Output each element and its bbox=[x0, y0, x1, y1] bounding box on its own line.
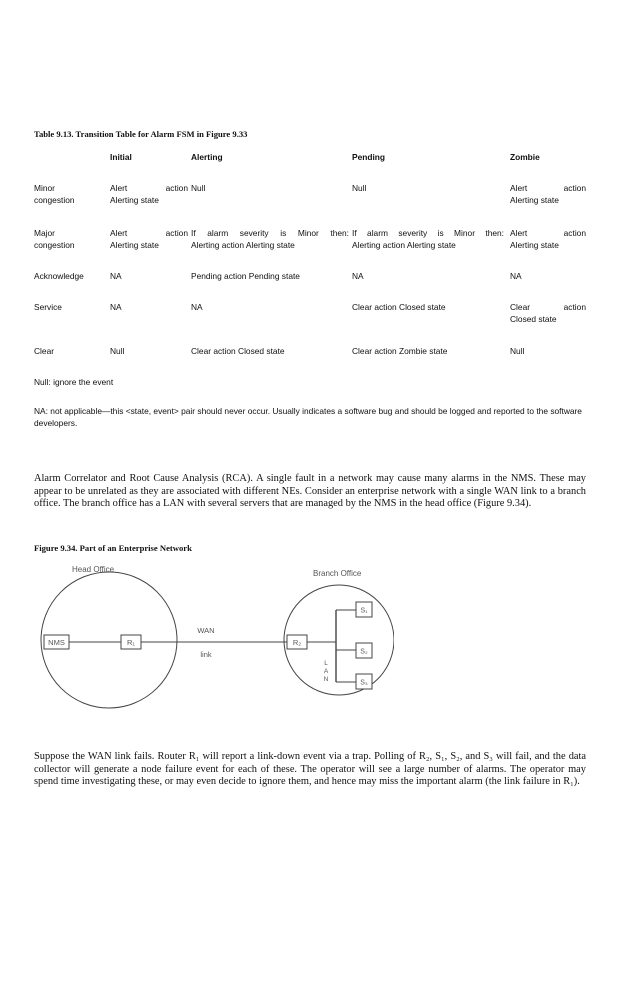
table-cell: Alert action Alerting state bbox=[510, 183, 586, 205]
table-cell: Clear action Zombie state bbox=[352, 346, 448, 356]
table-caption: Table 9.13. Transition Table for Alarm FSM in Figure 9.33 bbox=[34, 129, 248, 139]
paragraph-rca: Alarm Correlator and Root Cause Analysis (RCA). A single fault in a network may cause many alarms in the NMS. These may appear to be unrelated as they are associated with different NEs. Consider an enterprise network with a single WAN link to a branch office. The branch office has a LAN with several servers that are managed by the NMS in the head office (Figure 9.34). bbox=[34, 473, 586, 510]
column-header-initial: Initial bbox=[110, 152, 132, 162]
network-diagram bbox=[34, 560, 394, 710]
table-cell: Pending action Pending state bbox=[191, 271, 300, 281]
server-s2-label: S₂ bbox=[360, 648, 368, 656]
table-cell: Null bbox=[510, 346, 525, 356]
table-cell: NA bbox=[510, 271, 522, 281]
column-header-zombie: Zombie bbox=[510, 152, 540, 162]
table-row-label: Clear bbox=[34, 346, 55, 356]
router-r2-label: R₂ bbox=[292, 638, 302, 647]
wan-label: WAN bbox=[197, 626, 215, 635]
server-s1-label: S₁ bbox=[360, 607, 368, 615]
figure-caption: Figure 9.34. Part of an Enterprise Network bbox=[34, 543, 192, 553]
table-cell: Null bbox=[110, 346, 125, 356]
head-office-label: Head Office bbox=[72, 565, 115, 574]
nms-label: NMS bbox=[48, 638, 65, 647]
router-r1-label: R₁ bbox=[127, 638, 135, 647]
table-cell: Null bbox=[191, 183, 206, 193]
table-cell: NA bbox=[110, 271, 122, 281]
table-note-null: Null: ignore the event bbox=[34, 377, 114, 387]
table-cell: If alarm severity is Minor then: Alerting action Alerting state bbox=[352, 228, 504, 250]
table-cell: Alert action Alerting state bbox=[510, 228, 586, 250]
server-s3-label: S₃ bbox=[360, 679, 368, 687]
table-cell: Clear action Closed state bbox=[510, 302, 586, 324]
table-row-label: Acknowledge bbox=[34, 271, 84, 281]
table-row-label: Service bbox=[34, 302, 62, 312]
table-cell: NA bbox=[352, 271, 364, 281]
lan-letter: A bbox=[323, 668, 329, 675]
table-note-na: NA: not applicable—this <state, event> pair should never occur. Usually indicates a software bug and should be logged and reported to the software developers. bbox=[34, 406, 582, 428]
table-row-label: Major congestion bbox=[34, 228, 75, 250]
lan-letter: N bbox=[323, 676, 329, 683]
table-row-label: Minor congestion bbox=[34, 183, 75, 205]
branch-office-label: Branch Office bbox=[313, 569, 362, 578]
table-cell: Alert action Alerting state bbox=[110, 228, 188, 250]
column-header-pending: Pending bbox=[352, 152, 386, 162]
table-cell: Alert action Alerting state bbox=[110, 183, 188, 205]
table-cell: Clear action Closed state bbox=[191, 346, 285, 356]
table-cell: NA bbox=[191, 302, 203, 312]
table-cell: If alarm severity is Minor then: Alerting action Alerting state bbox=[191, 228, 349, 250]
table-cell: Clear action Closed state bbox=[352, 302, 446, 312]
lan-letter: L bbox=[324, 660, 328, 667]
table-cell: NA bbox=[110, 302, 122, 312]
link-label: link bbox=[200, 650, 212, 659]
table-cell: Null bbox=[352, 183, 367, 193]
paragraph-failure: Suppose the WAN link fails. Router R₁ will report a link-down event via a trap. Polling of R₂, S₁, S₂, and S₃ will fail, and the data collector will generate a node failure event for each of these. The operator will see a large number of alarms. The operator may spend time investigating these, or may even decide to ignore them, and hence may miss the important alarm (the link failure in R₁). bbox=[34, 751, 586, 788]
column-header-alerting: Alerting bbox=[191, 152, 223, 162]
